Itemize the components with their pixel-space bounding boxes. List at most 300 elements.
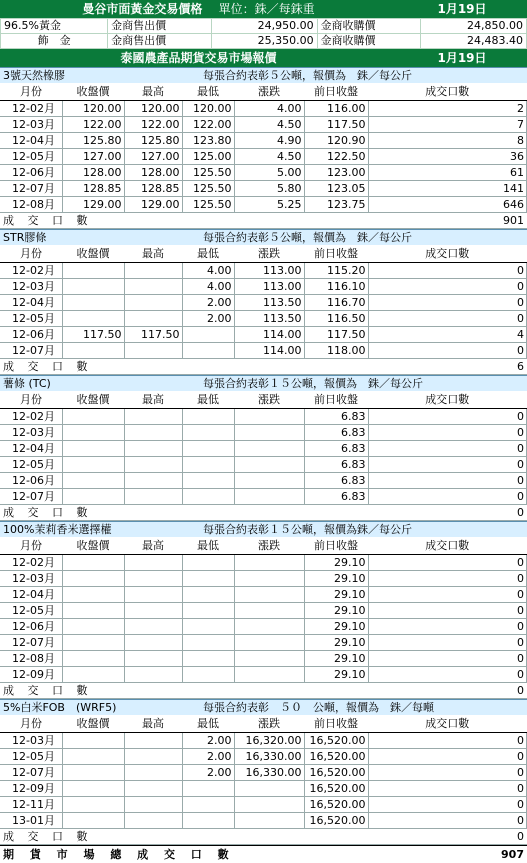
table-row [0, 133, 527, 149]
column-header: 月份 [0, 715, 62, 733]
column-header: 收盤價 [62, 83, 124, 101]
table-cell [62, 667, 124, 683]
gold-buy-label: 金商收購價 [317, 34, 421, 49]
table-cell: 113.50 [234, 311, 304, 327]
section-total-value: 6 [93, 359, 527, 374]
gold-buy-label: 金商收購價 [317, 19, 421, 34]
table-cell: 120.00 [62, 101, 124, 117]
section-total-value: 0 [93, 505, 527, 520]
table-cell: 125.50 [182, 181, 234, 197]
gold-buy-value: 24,483.40 [421, 34, 527, 49]
table-row [0, 101, 527, 117]
table-row [0, 765, 527, 781]
table-cell [124, 587, 182, 603]
table-cell: 12-02月 [0, 263, 62, 279]
table-cell [62, 263, 124, 279]
table-cell: 129.00 [124, 197, 182, 213]
table-row [0, 555, 527, 571]
table-cell: 128.00 [62, 165, 124, 181]
table-cell: 4.50 [234, 149, 304, 165]
table-cell: 12-05月 [0, 603, 62, 619]
table-cell: 16,330.00 [234, 765, 304, 781]
table-cell: 16,520.00 [304, 765, 368, 781]
table-cell: 141 [368, 181, 527, 197]
column-header: 漲跌 [234, 537, 304, 555]
table-cell [62, 311, 124, 327]
table-cell [234, 409, 304, 425]
table-cell: 6.83 [304, 473, 368, 489]
section-total-label: 成 交 口 數 [0, 213, 93, 228]
table-cell [182, 441, 234, 457]
table-row [0, 651, 527, 667]
table-cell: 4.00 [182, 279, 234, 295]
section-total-label: 成 交 口 數 [0, 359, 93, 374]
table-cell: 0 [368, 797, 527, 813]
table-cell: 0 [368, 619, 527, 635]
table-cell: 0 [368, 635, 527, 651]
table-cell [182, 473, 234, 489]
table-cell: 12-09月 [0, 667, 62, 683]
table-row [0, 667, 527, 683]
table-cell [124, 555, 182, 571]
table-cell: 125.00 [182, 149, 234, 165]
table-cell [234, 813, 304, 829]
table-cell: 29.10 [304, 619, 368, 635]
table-cell [182, 327, 234, 343]
commodity-section [0, 699, 527, 845]
table-cell [62, 635, 124, 651]
table-cell [234, 571, 304, 587]
table-row [0, 165, 527, 181]
table-cell: 5.25 [234, 197, 304, 213]
table-cell: 0 [368, 343, 527, 359]
table-cell: 4.00 [234, 101, 304, 117]
table-cell: 29.10 [304, 555, 368, 571]
table-cell: 0 [368, 733, 527, 749]
table-cell [62, 619, 124, 635]
table-row [0, 117, 527, 133]
table-cell [124, 409, 182, 425]
table-row [0, 457, 527, 473]
table-cell: 6.83 [304, 457, 368, 473]
table-cell [234, 441, 304, 457]
gold-sell-label: 金商售出價 [108, 34, 212, 49]
table-cell [62, 781, 124, 797]
quote-table [0, 245, 527, 359]
column-header: 漲跌 [234, 83, 304, 101]
table-cell: 0 [368, 311, 527, 327]
table-cell [124, 667, 182, 683]
table-cell: 12-04月 [0, 295, 62, 311]
table-cell: 113.00 [234, 263, 304, 279]
section-total-row [0, 505, 527, 521]
table-cell: 29.10 [304, 603, 368, 619]
gold-date: 1月19日 [397, 0, 527, 18]
table-cell [124, 813, 182, 829]
table-cell [124, 425, 182, 441]
table-cell [62, 571, 124, 587]
section-total-row [0, 829, 527, 845]
table-row [0, 149, 527, 165]
futures-title: 泰國農產品期貨交易市場報價 [0, 49, 397, 67]
column-header: 成交口數 [368, 715, 527, 733]
section-header [0, 67, 527, 83]
column-header-row [0, 391, 527, 409]
table-cell: 12-04月 [0, 587, 62, 603]
column-header: 成交口數 [368, 83, 527, 101]
table-cell: 117.50 [304, 327, 368, 343]
table-cell: 127.00 [62, 149, 124, 165]
table-row [0, 197, 527, 213]
table-cell: 12-03月 [0, 279, 62, 295]
table-cell: 6.83 [304, 489, 368, 505]
table-cell [234, 603, 304, 619]
quote-table [0, 537, 527, 683]
table-cell: 125.50 [182, 165, 234, 181]
table-cell: 0 [368, 457, 527, 473]
table-cell: 12-03月 [0, 117, 62, 133]
section-name: 5%白米FOB (WRF5) [0, 700, 203, 715]
section-total-row [0, 213, 527, 229]
table-cell [182, 635, 234, 651]
section-header [0, 521, 527, 537]
section-header [0, 699, 527, 715]
table-row [0, 489, 527, 505]
table-cell: 0 [368, 263, 527, 279]
table-cell: 125.80 [124, 133, 182, 149]
table-cell: 16,520.00 [304, 781, 368, 797]
quote-table [0, 391, 527, 505]
table-row [0, 473, 527, 489]
table-cell [62, 749, 124, 765]
table-cell [62, 409, 124, 425]
commodity-section [0, 375, 527, 521]
table-cell [62, 343, 124, 359]
section-total-row [0, 359, 527, 375]
table-cell: 12-02月 [0, 101, 62, 117]
table-row [0, 311, 527, 327]
futures-title-bar [0, 49, 527, 67]
table-cell: 0 [368, 651, 527, 667]
table-cell: 4 [368, 327, 527, 343]
table-cell [182, 489, 234, 505]
table-cell [62, 555, 124, 571]
table-cell [234, 619, 304, 635]
table-row [0, 587, 527, 603]
table-row [0, 619, 527, 635]
table-cell: 2 [368, 101, 527, 117]
table-cell: 125.80 [62, 133, 124, 149]
column-header: 月份 [0, 83, 62, 101]
table-cell [62, 587, 124, 603]
table-cell [124, 571, 182, 587]
column-header: 最低 [182, 245, 234, 263]
table-cell: 128.85 [62, 181, 124, 197]
column-header-row [0, 83, 527, 101]
column-header: 最低 [182, 715, 234, 733]
table-cell: 123.80 [182, 133, 234, 149]
table-cell [62, 295, 124, 311]
table-cell: 12-07月 [0, 181, 62, 197]
table-cell: 0 [368, 489, 527, 505]
column-header: 成交口數 [368, 391, 527, 409]
table-cell: 12-02月 [0, 555, 62, 571]
table-row [0, 813, 527, 829]
table-cell [124, 473, 182, 489]
table-cell [124, 279, 182, 295]
table-cell: 122.50 [304, 149, 368, 165]
gold-sell-value: 24,950.00 [212, 19, 318, 34]
table-cell [182, 587, 234, 603]
table-cell: 116.50 [304, 311, 368, 327]
table-row [0, 733, 527, 749]
table-row [0, 603, 527, 619]
table-cell: 12-07月 [0, 635, 62, 651]
column-header-row [0, 715, 527, 733]
table-cell: 12-06月 [0, 165, 62, 181]
section-name: 3號天然橡膠 [0, 68, 203, 83]
table-cell: 113.00 [234, 279, 304, 295]
column-header: 漲跌 [234, 391, 304, 409]
table-row [0, 327, 527, 343]
table-cell: 123.05 [304, 181, 368, 197]
table-cell: 12-06月 [0, 619, 62, 635]
table-cell: 123.75 [304, 197, 368, 213]
column-header: 月份 [0, 537, 62, 555]
table-cell: 0 [368, 603, 527, 619]
table-cell: 116.00 [304, 101, 368, 117]
table-cell: 6.83 [304, 441, 368, 457]
table-cell: 12-05月 [0, 457, 62, 473]
table-cell [234, 555, 304, 571]
table-cell: 116.70 [304, 295, 368, 311]
table-cell: 120.90 [304, 133, 368, 149]
column-header: 漲跌 [234, 245, 304, 263]
table-cell: 36 [368, 149, 527, 165]
table-cell: 0 [368, 765, 527, 781]
table-cell: 4.00 [182, 263, 234, 279]
gold-sell-label: 金商售出價 [108, 19, 212, 34]
section-header [0, 229, 527, 245]
table-cell: 12-05月 [0, 149, 62, 165]
column-header: 月份 [0, 245, 62, 263]
table-cell: 115.20 [304, 263, 368, 279]
table-cell [62, 279, 124, 295]
table-cell: 13-01月 [0, 813, 62, 829]
table-cell: 122.00 [62, 117, 124, 133]
table-cell [182, 343, 234, 359]
table-cell [182, 813, 234, 829]
table-cell: 16,520.00 [304, 797, 368, 813]
table-row [0, 571, 527, 587]
table-row [0, 343, 527, 359]
section-name: 100%茉莉香米選擇權 [0, 522, 203, 537]
column-header-row [0, 245, 527, 263]
table-cell: 0 [368, 781, 527, 797]
gold-sell-value: 25,350.00 [212, 34, 318, 49]
table-row [0, 797, 527, 813]
table-row [0, 425, 527, 441]
table-cell [124, 603, 182, 619]
table-cell: 16,520.00 [304, 813, 368, 829]
table-cell: 12-11月 [0, 797, 62, 813]
table-row [0, 635, 527, 651]
table-row [0, 279, 527, 295]
table-cell: 117.50 [304, 117, 368, 133]
column-header: 最低 [182, 83, 234, 101]
table-cell: 16,520.00 [304, 733, 368, 749]
table-cell: 120.00 [124, 101, 182, 117]
table-cell [62, 441, 124, 457]
table-cell [182, 571, 234, 587]
table-cell [62, 489, 124, 505]
table-cell: 12-03月 [0, 733, 62, 749]
table-cell: 2.00 [182, 749, 234, 765]
table-cell: 12-05月 [0, 311, 62, 327]
table-cell [62, 813, 124, 829]
quote-table [0, 83, 527, 213]
table-cell: 117.50 [62, 327, 124, 343]
table-cell [234, 587, 304, 603]
section-total-label: 成 交 口 數 [0, 683, 93, 698]
column-header: 收盤價 [62, 245, 124, 263]
table-cell: 5.00 [234, 165, 304, 181]
table-cell [234, 797, 304, 813]
table-row [0, 181, 527, 197]
table-cell [182, 797, 234, 813]
table-cell: 129.00 [62, 197, 124, 213]
table-cell [124, 457, 182, 473]
table-cell: 29.10 [304, 587, 368, 603]
table-cell [182, 603, 234, 619]
table-cell: 117.50 [124, 327, 182, 343]
gold-row [1, 19, 527, 34]
table-cell [182, 555, 234, 571]
table-cell: 12-07月 [0, 343, 62, 359]
table-cell [62, 473, 124, 489]
section-header [0, 375, 527, 391]
quote-table [0, 715, 527, 829]
table-cell [62, 733, 124, 749]
table-cell [234, 489, 304, 505]
table-cell: 2.00 [182, 311, 234, 327]
table-cell [124, 749, 182, 765]
table-cell: 16,320.00 [234, 733, 304, 749]
table-cell: 123.00 [304, 165, 368, 181]
table-cell: 2.00 [182, 295, 234, 311]
table-cell: 16,330.00 [234, 749, 304, 765]
table-cell [182, 781, 234, 797]
section-total-value: 901 [93, 213, 527, 228]
section-name: 薯條 (TC) [0, 376, 203, 391]
table-cell [62, 765, 124, 781]
column-header: 最低 [182, 537, 234, 555]
table-cell [62, 457, 124, 473]
table-cell [124, 651, 182, 667]
table-cell [124, 295, 182, 311]
table-cell: 6.83 [304, 425, 368, 441]
table-cell: 8 [368, 133, 527, 149]
table-cell: 12-03月 [0, 571, 62, 587]
section-total-value: 0 [93, 829, 527, 844]
gold-buy-value: 24,850.00 [421, 19, 527, 34]
table-cell [234, 425, 304, 441]
table-cell: 29.10 [304, 651, 368, 667]
table-cell: 0 [368, 473, 527, 489]
table-cell: 29.10 [304, 635, 368, 651]
table-cell: 4.50 [234, 117, 304, 133]
table-cell: 12-08月 [0, 651, 62, 667]
table-cell: 12-05月 [0, 749, 62, 765]
table-cell [62, 603, 124, 619]
table-row [0, 263, 527, 279]
table-cell: 122.00 [124, 117, 182, 133]
section-spec: 每張合約表彰５公噸，報價為 銖／每公斤 [203, 68, 527, 83]
grand-total-row [0, 845, 527, 863]
table-cell: 0 [368, 667, 527, 683]
table-cell: 12-06月 [0, 473, 62, 489]
gold-title-bar [0, 0, 527, 18]
section-spec: 每張合約表彰５公噸，報價為 銖／每公斤 [203, 230, 527, 245]
column-header: 前日收盤 [304, 83, 368, 101]
grand-total-label: 期 貨 市 場 總 成 交 口 數 [0, 846, 235, 863]
column-header: 前日收盤 [304, 245, 368, 263]
table-cell: 5.80 [234, 181, 304, 197]
gold-title-text: 曼谷市面黃金交易價格 [82, 2, 202, 16]
table-cell [234, 635, 304, 651]
section-total-label: 成 交 口 數 [0, 505, 93, 520]
column-header: 前日收盤 [304, 715, 368, 733]
table-cell [182, 425, 234, 441]
table-cell [62, 425, 124, 441]
table-row [0, 409, 527, 425]
table-cell: 12-02月 [0, 409, 62, 425]
commodity-section [0, 521, 527, 699]
table-row [0, 295, 527, 311]
column-header: 收盤價 [62, 537, 124, 555]
table-cell: 6.83 [304, 409, 368, 425]
table-cell: 12-07月 [0, 489, 62, 505]
section-spec: 每張合約表彰１５公噸，報價為銖／每公斤 [203, 522, 527, 537]
section-spec: 每張合約表彰 ５０ 公噸，報價為 銖／每噸 [203, 700, 527, 715]
table-cell: 646 [368, 197, 527, 213]
grand-total-value: 907 [235, 846, 527, 863]
section-total-row [0, 683, 527, 699]
table-cell: 120.00 [182, 101, 234, 117]
table-cell: 114.00 [234, 327, 304, 343]
futures-sections [0, 67, 527, 845]
table-cell [182, 651, 234, 667]
column-header: 最高 [124, 245, 182, 263]
commodity-section [0, 67, 527, 229]
table-cell [124, 765, 182, 781]
table-cell [62, 651, 124, 667]
gold-title [0, 0, 397, 18]
table-cell: 12-08月 [0, 197, 62, 213]
table-cell: 0 [368, 587, 527, 603]
column-header: 月份 [0, 391, 62, 409]
section-total-value: 0 [93, 683, 527, 698]
table-cell [124, 489, 182, 505]
table-cell: 113.50 [234, 295, 304, 311]
table-cell: 16,520.00 [304, 749, 368, 765]
table-cell [234, 781, 304, 797]
table-row [0, 441, 527, 457]
section-total-label: 成 交 口 數 [0, 829, 93, 844]
column-header: 成交口數 [368, 537, 527, 555]
table-cell [62, 797, 124, 813]
table-cell: 0 [368, 425, 527, 441]
